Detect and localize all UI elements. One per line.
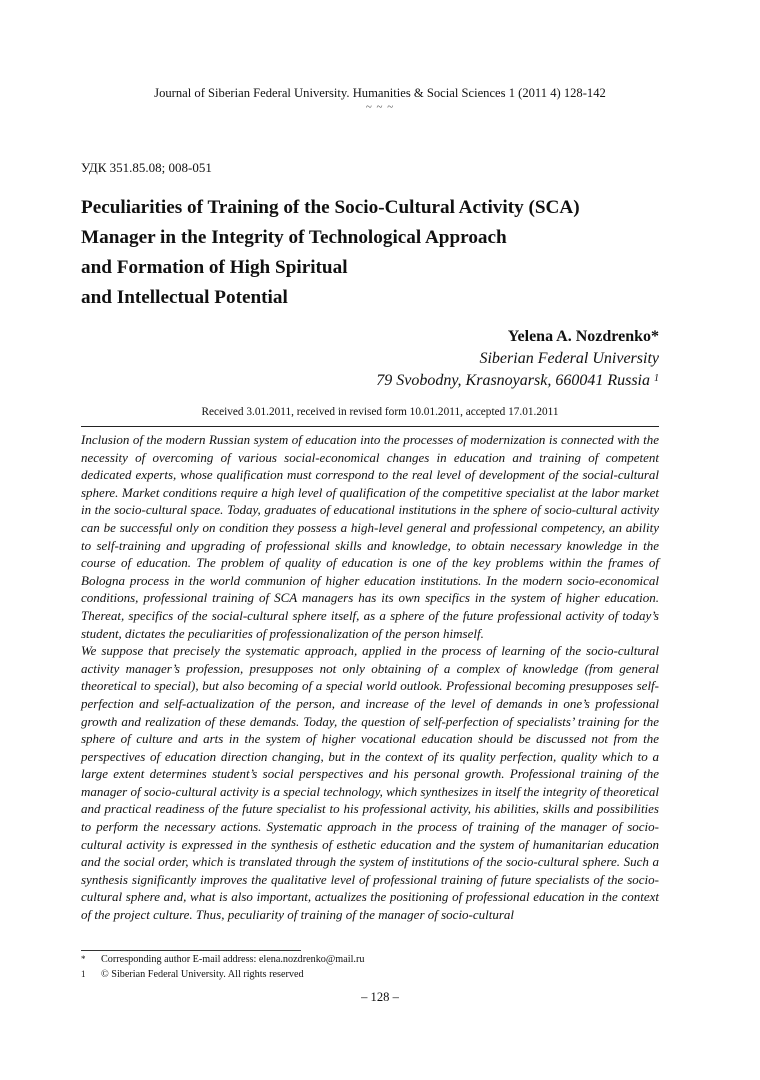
footnote-rule — [81, 950, 301, 951]
udc-code: УДК 351.85.08; 008-051 — [81, 160, 212, 175]
author-address-line — [300, 370, 659, 392]
title-line: Manager in the Integrity of Technological Approach — [81, 227, 507, 248]
author-address: 79 Svobodny, Krasnoyarsk, 660041 Russia — [376, 372, 650, 389]
footnote-copyright — [81, 967, 659, 982]
abstract — [81, 431, 659, 924]
title-line: and Intellectual Potential — [81, 287, 288, 308]
author-affiliation: Siberian Federal University — [479, 350, 659, 367]
received-dates: Received 3.01.2011, received in revised form 10.01.2011, accepted 17.01.2011 — [201, 406, 559, 418]
footnotes — [81, 952, 659, 982]
footnote-text: Corresponding author E-mail address: elena.nozdrenko@mail.ru — [101, 954, 365, 965]
journal-header: Journal of Siberian Federal University. Humanities & Social Sciences 1 (2011 4) 128-142 — [154, 86, 606, 100]
footnote-mark: 1 — [81, 969, 86, 979]
article-title — [81, 193, 681, 313]
author-name: Yelena A. Nozdrenko* — [507, 328, 659, 345]
footnote-mark: * — [81, 954, 86, 964]
author-block — [300, 326, 659, 392]
title-line: Peculiarities of Training of the Socio-Cultural Activity (SCA) — [81, 197, 580, 218]
title-line: and Formation of High Spiritual — [81, 257, 348, 278]
abstract-rule — [81, 426, 659, 427]
page-number: – 128 – — [361, 990, 399, 1004]
abstract-paragraph: Inclusion of the modern Russian system of education into the processes of modernization is connected with the necessity of overcoming of various social-economical changes in education and training of competent dedicated experts, whose qualification must correspond to the real level of development of the social-cultural sphere. Market conditions require a high level of qualification of the competitive specialist at the labor market in the socio-cultural space. Today, graduates of educational institutions in the sphere of socio-cultural activity can be successful only on condition they possess a high-level general and professional competency, an ability to self-training and upgrading of professional skills and knowledge, to obtain necessary knowledge in the course of education. The problem of quality of education is one of the key problems within the frames of Bologna process in the world communion of higher education institutions. In the modern socio-economical conditions, professional training of SCA managers has its own specifics in the system of higher education. Thereat, specifics of the social-cultural sphere itself, as a sphere of the future professional activity of today’s student, dictates the peculiarities of professionalization of the person himself. — [81, 432, 659, 641]
footnote-text: © Siberian Federal University. All rights reserved — [101, 969, 304, 980]
abstract-paragraph: We suppose that precisely the systematic approach, applied in the process of learning of the socio-cultural activity manager’s profession, presupposes not only obtaining of a complex of knowledge (from general theoretical to special), but also becoming of a special world outlook. Professional becoming presupposes self-perfection and self-actualization of the person, and increase of the level of demands in one’s professional growth and realization of these demands. Today, the question of self-perfection of specialists’ training for the sphere of culture and arts in the system of higher vocational education should be discussed not from the perspectives of education direction changing, but in the context of its quality perfection, quality which to a large extent determines student’s social perspectives and his personal growth. Professional training of the manager of socio-cultural activity is a special technology, which synthesizes in itself the integrity of theoretical and practical readiness of the future specialist to his professional activity, his abilities, skills and possibilities to perform the necessary actions. Systematic approach in the process of training of the manager of socio-cultural activity is expressed in the synthesis of esthetic education and the system of humanitarian education and the social order, which is translated through the system of institutions of the socio-cultural sphere. Such a synthesis significantly improves the qualitative level of professional training of future specialists of the socio-cultural sphere and, what is also important, actualizes the positioning of professional education in the context of the project culture. Thus, peculiarity of training of the manager of socio-cultural — [81, 643, 659, 923]
header-separator: ~ ~ ~ — [365, 101, 395, 113]
address-footnote-mark: 1 — [654, 373, 659, 384]
footnote-corresponding-author — [81, 952, 659, 967]
